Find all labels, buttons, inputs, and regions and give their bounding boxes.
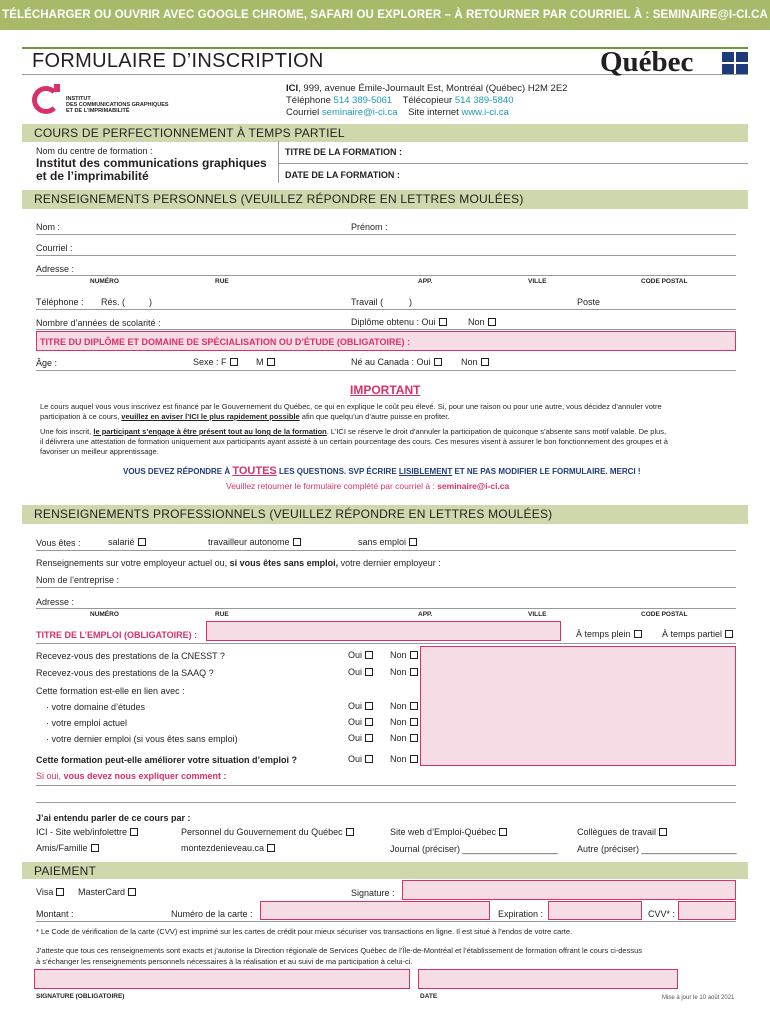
sans-emploi-checkbox[interactable] xyxy=(409,538,417,546)
phone-link[interactable]: 514 389-5061 xyxy=(333,95,393,106)
section-professionnels: RENSEIGNEMENTS PROFESSIONNELS (VEUILLEZ RÉPONDRE EN LETTRES MOULÉES) xyxy=(22,505,748,524)
form-title: FORMULAIRE D’INSCRIPTION xyxy=(32,50,324,72)
logo-line-1: INSTITUT xyxy=(66,96,91,102)
emploi-actuel-non-checkbox[interactable] xyxy=(410,718,418,726)
saaq-non-checkbox[interactable] xyxy=(410,668,418,676)
quebec-logo: Québec xyxy=(600,46,750,82)
return-email-link[interactable]: seminaire@i-ci.ca xyxy=(437,481,510,491)
ameliorer-non-checkbox[interactable] xyxy=(410,755,418,763)
titre-emploi-field[interactable] xyxy=(206,621,561,641)
emploi-quebec-checkbox[interactable] xyxy=(499,828,507,836)
quebec-flag-icon xyxy=(722,52,748,74)
diplome-oui-checkbox[interactable] xyxy=(439,318,447,326)
autre-field[interactable]: Autre (préciser) ___________________ xyxy=(577,844,737,854)
ici-address: ICI, 999, avenue Émile-Journault Est, Montréal (Québec) H2M 2E2 Téléphone 514 389-5061 Télécopieur 514 389-5840 Courriel seminaire@i-ci.ca Site internet www.i-ci.ca xyxy=(286,83,568,118)
centre-name: Institut des communications graphiques xyxy=(36,156,267,170)
visa-checkbox[interactable] xyxy=(56,888,64,896)
ici-logo xyxy=(32,84,172,118)
montez-checkbox[interactable] xyxy=(267,844,275,852)
cnesst-non-checkbox[interactable] xyxy=(410,651,418,659)
email-link[interactable]: seminaire@i-ci.ca xyxy=(321,107,398,118)
telephone-field[interactable] xyxy=(36,309,736,310)
diplome-non-checkbox[interactable] xyxy=(488,318,496,326)
domaine-non-checkbox[interactable] xyxy=(410,702,418,710)
employeur-adresse-field[interactable] xyxy=(36,608,736,609)
important-heading: IMPORTANT xyxy=(350,383,421,397)
section-personnels: RENSEIGNEMENTS PERSONNELS (VEUILLEZ RÉPONDRE EN LETTRES MOULÉES) xyxy=(22,190,748,209)
cnesst-oui-checkbox[interactable] xyxy=(365,651,373,659)
date-field[interactable] xyxy=(418,969,678,989)
ne-canada-non-checkbox[interactable] xyxy=(481,358,489,366)
journal-field[interactable]: Journal (préciser) ___________________ xyxy=(390,844,558,854)
saaq-oui-checkbox[interactable] xyxy=(365,668,373,676)
emploi-actuel-oui-checkbox[interactable] xyxy=(365,718,373,726)
temps-plein-checkbox[interactable] xyxy=(634,630,642,638)
domaine-oui-checkbox[interactable] xyxy=(365,702,373,710)
signature-paiement-field[interactable] xyxy=(402,880,736,900)
ici-web-checkbox[interactable] xyxy=(130,828,138,836)
adresse-field[interactable] xyxy=(36,275,736,276)
website-link[interactable]: www.i-ci.ca xyxy=(461,107,509,118)
top-banner: TÉLÉCHARGER OU OUVRIR AVEC GOOGLE CHROME, SAFARI OU EXPLORER – À RETOURNER PAR COURRIEL À : SEMINAIRE@I-CI.CA xyxy=(0,0,770,30)
sexe-f-checkbox[interactable] xyxy=(230,358,238,366)
required-notice: VOUS DEVEZ RÉPONDRE À TOUTES LES QUESTIONS. SVP ÉCRIRE LISIBLEMENT ET NE PAS MODIFIER LE FORMULAIRE. MERCI ! xyxy=(123,465,641,477)
sexe-m-checkbox[interactable] xyxy=(267,358,275,366)
collegues-checkbox[interactable] xyxy=(659,828,667,836)
section-paiement: PAIEMENT xyxy=(22,862,748,879)
expiration-field[interactable] xyxy=(548,901,642,920)
amis-famille-checkbox[interactable] xyxy=(91,844,99,852)
date-formation-label: DATE DE LA FORMATION : xyxy=(285,170,400,180)
ameliorer-oui-checkbox[interactable] xyxy=(365,755,373,763)
personnel-gouv-checkbox[interactable] xyxy=(346,828,354,836)
explication-field[interactable] xyxy=(420,646,736,766)
titre-formation-label: TITRE DE LA FORMATION : xyxy=(285,147,402,157)
signature-obligatoire-field[interactable] xyxy=(34,969,410,989)
dernier-emploi-non-checkbox[interactable] xyxy=(410,734,418,742)
section-cours: COURS DE PERFECTIONNEMENT À TEMPS PARTIEL xyxy=(22,124,748,142)
important-paragraph-2: Une fois inscrit, le participant s’engage à être présent tout au long de la formation. L’ICI se réserve le droit d’annuler la participation de quiconque s’absente sans motif valable. De plus, il délivrera une attestation de formation uniquement aux participants ayant assisté à un certain pourcentage des cours. Ces mesures visent à assurer le bon fonctionnement des groupes et à favoriser un meilleur apprentissage. xyxy=(40,427,668,456)
ne-canada-oui-checkbox[interactable] xyxy=(434,358,442,366)
entreprise-field[interactable] xyxy=(36,587,736,588)
mastercard-checkbox[interactable] xyxy=(128,888,136,896)
nom-field[interactable] xyxy=(36,234,736,235)
numero-carte-field[interactable] xyxy=(260,901,490,920)
cvv-field[interactable] xyxy=(678,901,736,920)
logo-line-2: DES COMMUNICATIONS GRAPHIQUES xyxy=(66,102,169,108)
autonome-checkbox[interactable] xyxy=(293,538,301,546)
important-paragraph-1: Le cours auquel vous vous inscrivez est financé par le Gouvernement du Québec, ce qui en explique le coût peu élevé. Si, pour une raison ou pour une autre, vous décidez d’annuler votre participation à ce cours, veuillez en aviser l’ICI le plus rapidement possible afin que quelqu’un d’autre puisse en profiter. xyxy=(40,402,662,421)
courriel-field[interactable] xyxy=(36,255,736,256)
salarie-checkbox[interactable] xyxy=(138,538,146,546)
return-notice: Veuillez retourner le formulaire complété par courriel à : seminaire@i-ci.ca xyxy=(226,481,510,491)
temps-partiel-checkbox[interactable] xyxy=(725,630,733,638)
logo-line-3: ET DE L’IMPRIMABILITÉ xyxy=(66,108,130,114)
dernier-emploi-oui-checkbox[interactable] xyxy=(365,734,373,742)
